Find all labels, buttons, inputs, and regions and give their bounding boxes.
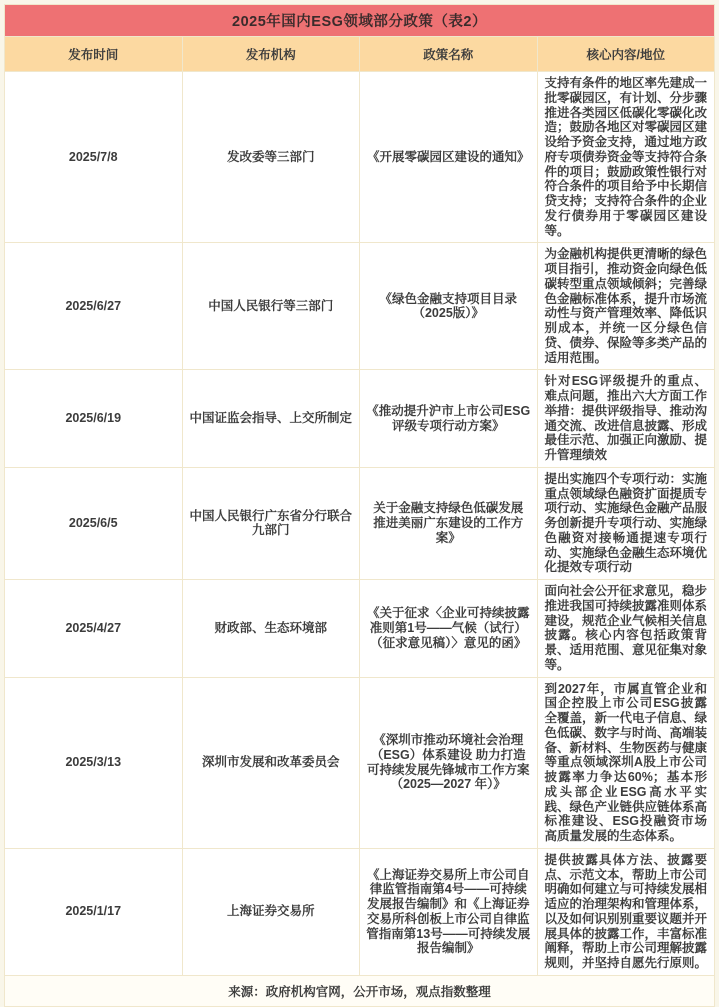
cell-core-content: 提出实施四个专项行动：实施重点领域绿色融资扩面提质专项行动、实施绿色金融产品服务创新提升专项行动、实施绿色融资对接畅通提速专项行动、实施绿色金融生态环境优化提效专项行动 [537,467,715,579]
cell-agency: 发改委等三部门 [182,72,360,243]
title-row [5,5,715,37]
cell-core-content: 为金融机构提供更清晰的绿色项目指引，推动资金向绿色低碳转型重点领域倾斜；完善绿色金融标准体系，提升市场流动性与资产管理效率、降低识别成本，并统一区分绿色信贷、债券、保险等多类产品的适用范围。 [537,243,715,370]
cell-policy-name: 《上海证券交易所上市公司自律监管指南第4号——可持续发展报告编制》和《上海证券交易所科创板上市公司自律监管指南第13号——可持续发展报告编制》 [360,848,538,975]
table-title: 2025年国内ESG领域部分政策（表2） [5,5,715,37]
cell-agency: 中国人民银行等三部门 [182,243,360,370]
cell-policy-name: 《推动提升沪市上市公司ESG评级专项行动方案》 [360,370,538,468]
cell-core-content: 针对ESG评级提升的重点、难点问题，推出六大方面工作举措：提供评级指导、推动沟通交流、改进信息披露、形成最佳示范、加强正向激励、提升管理绩效 [537,370,715,468]
cell-publish-date: 2025/3/13 [5,677,183,848]
cell-policy-name: 关于金融支持绿色低碳发展 推进美丽广东建设的工作方案》 [360,467,538,579]
table-row [5,243,715,370]
cell-core-content: 支持有条件的地区率先建成一批零碳园区，有计划、分步骤推进各类园区低碳化零碳化改造；鼓励各地区对零碳园区建设给予资金支持，通过地方政府专项债券资金等支持符合条件的项目；鼓励政策性银行对符合条件的项目给予中长期信贷支持；支持符合条件的企业发行债券用于零碳园区建设等。 [537,72,715,243]
cell-publish-date: 2025/4/27 [5,580,183,678]
table-row [5,72,715,243]
header-row [5,37,715,72]
table-row [5,467,715,579]
cell-publish-date: 2025/6/19 [5,370,183,468]
col-header-agency: 发布机构 [182,37,360,72]
table-row [5,677,715,848]
table-row [5,370,715,468]
cell-publish-date: 2025/6/5 [5,467,183,579]
col-header-policy-name: 政策名称 [360,37,538,72]
cell-core-content: 提供披露具体方法、披露要点、示范文本，帮助上市公司明确如何建立与可持续发展相适应的治理架构和管理体系，以及如何识别别重要议题并开展具体的披露工作，丰富标准阐释，帮助上市公司理解披露规则，并坚持自愿先行原则。 [537,848,715,975]
cell-agency: 财政部、生态环境部 [182,580,360,678]
cell-agency: 上海证券交易所 [182,848,360,975]
table-body [5,72,715,976]
cell-publish-date: 2025/7/8 [5,72,183,243]
source-row [5,975,715,1006]
cell-policy-name: 《深圳市推动环境社会治理（ESG）体系建设 助力打造可持续发展先锋城市工作方案（2025—2027 年）》 [360,677,538,848]
col-header-publish-date: 发布时间 [5,37,183,72]
cell-agency: 深圳市发展和改革委员会 [182,677,360,848]
cell-publish-date: 2025/6/27 [5,243,183,370]
cell-policy-name: 《绿色金融支持项目目录（2025版）》 [360,243,538,370]
cell-core-content: 到2027年，市属直管企业和国企控股上市公司ESG披露全覆盖，新一代电子信息、绿色低碳、数字与时尚、高端装备、新材料、生物医药与健康等重点领域深圳A股上市公司披露率力争达60%；基本形成头部企业ESG高水平实践、绿色产业链供应链体系高标准建设、ESG投融资市场高质量发展的生态体系。 [537,677,715,848]
cell-core-content: 面向社会公开征求意见，稳步推进我国可持续披露准则体系建设，规范企业气候相关信息披露。核心内容包括政策背景、适用范围、意见征集对象等。 [537,580,715,678]
cell-agency: 中国人民银行广东省分行联合九部门 [182,467,360,579]
source-note: 来源：政府机构官网，公开市场，观点指数整理 [5,975,715,1006]
col-header-core-content: 核心内容/地位 [537,37,715,72]
cell-agency: 中国证监会指导、上交所制定 [182,370,360,468]
cell-publish-date: 2025/1/17 [5,848,183,975]
cell-policy-name: 《开展零碳园区建设的通知》 [360,72,538,243]
esg-policy-table [4,4,715,1007]
cell-policy-name: 《关于征求〈企业可持续披露准则第1号——气候（试行）（征求意见稿）〉意见的函》 [360,580,538,678]
table-row [5,580,715,678]
table-row [5,848,715,975]
